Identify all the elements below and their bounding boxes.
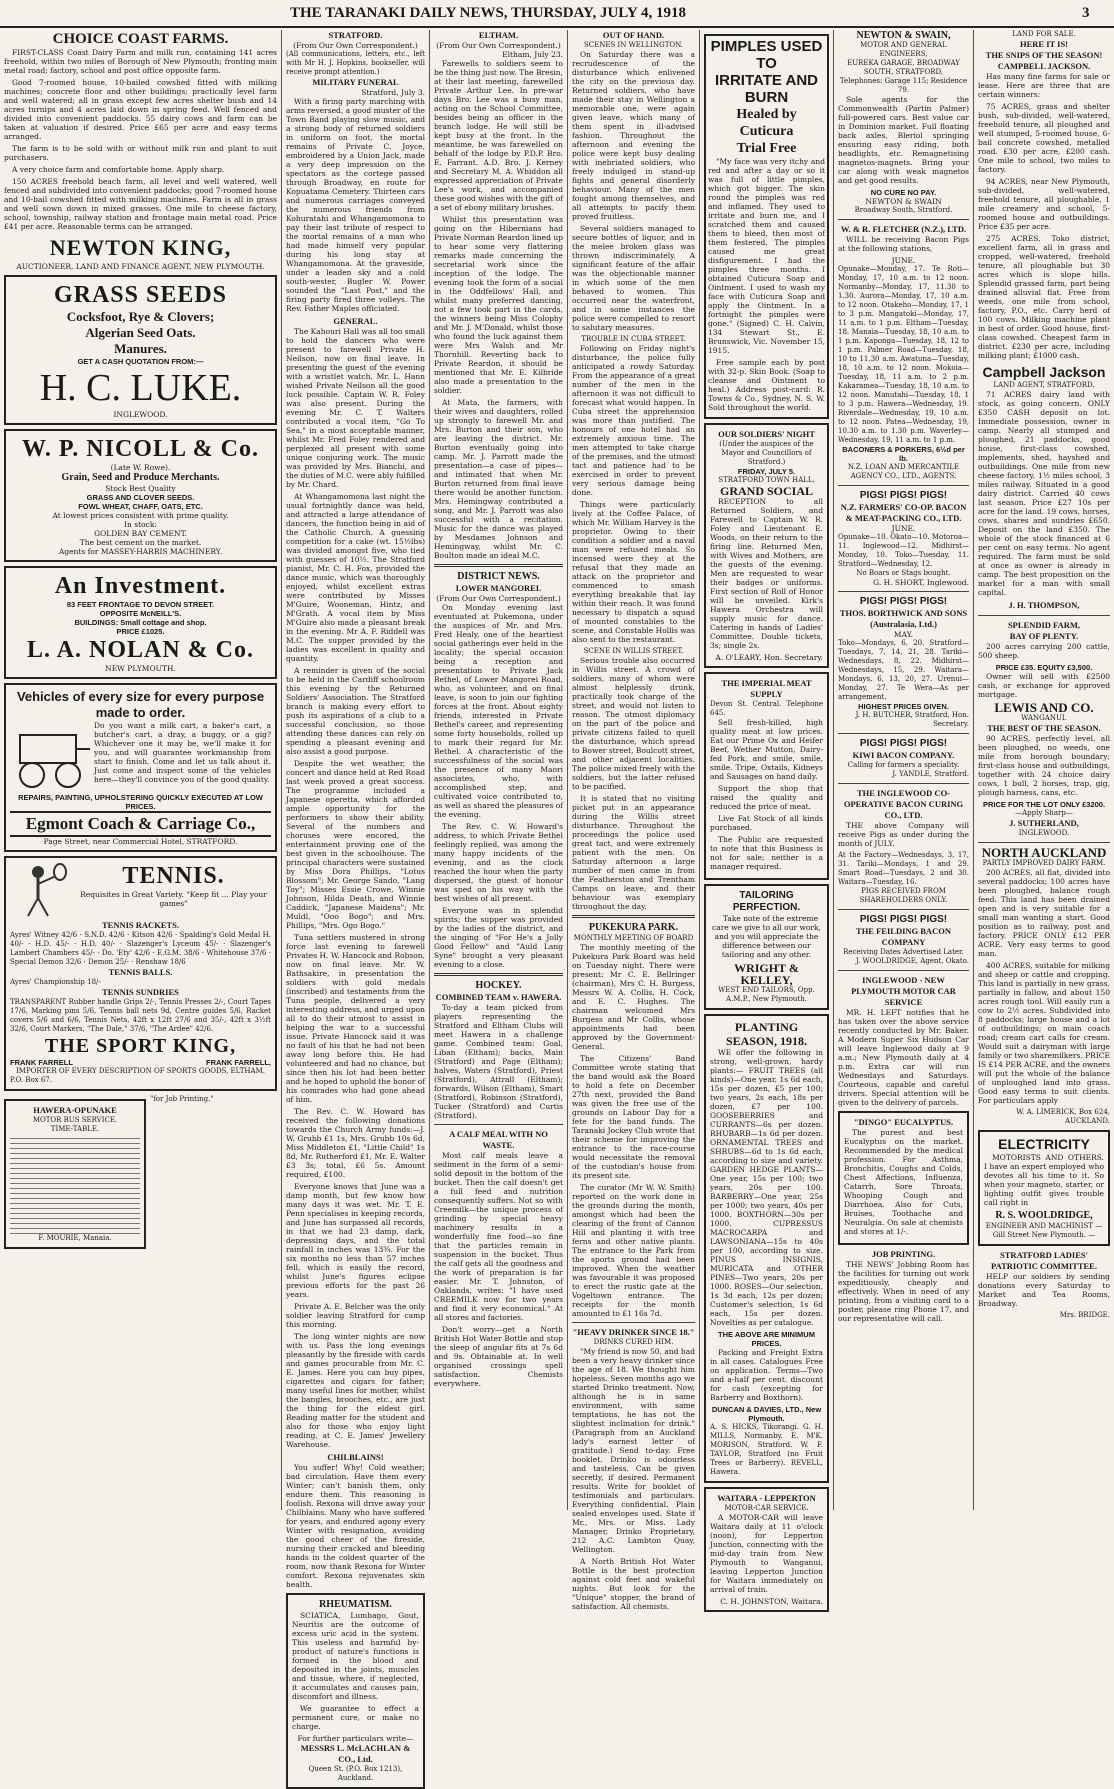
newton-king-sub: AUCTIONEER, LAND AND FINANCE AGENT, NEW PLYMOUTH.: [16, 262, 265, 271]
cuticura-headline: IRRITATE AND BURN: [714, 72, 819, 106]
article-paragraph: The long winter nights are now with us. Pass the long evenings pleasantly by the fireside with cards and games procurable from Mr. C. E. James. Here you can buy pipes, cigarettes and cigars for father; many useful lines for mother, whilst the bangles, brooches, etc., are just the thing for the eldest girl. Reading matter for the student and also for those who enjoy light reading, at C. E. James' Jewellery Warehouse.: [286, 1332, 425, 1449]
correspondent-note: (From Our Own Correspondent.): [293, 41, 418, 50]
bus-title: HAWERA-OPUNAKE: [33, 1105, 117, 1115]
land-for-sale: LAND FOR SALE.: [1012, 30, 1076, 38]
wp-nicoll-fowl: FOWL WHEAT, CHAFF, OATS, ETC.: [78, 502, 203, 511]
vehicles-repairs: REPAIRS, PAINTING, UPHOLSTERING QUICKLY EXECUTED AT LOW PRICES.: [18, 793, 263, 811]
hc-luke-place: INGLEWOOD.: [113, 410, 168, 419]
willis-street-heading: SCENE IN WILLIS STREET.: [583, 647, 684, 655]
f90-apply: —Apply Sharp—: [1015, 809, 1073, 817]
heavy-drinker-heading: "HEAVY DRINKER SINCE 18.": [572, 1327, 695, 1337]
bus-timetable-rows: [10, 1134, 140, 1234]
campbell-jackson-logo: Campbell Jackson: [982, 364, 1106, 380]
soldiers-night-ad: [704, 423, 829, 668]
tennis-title: TENNIS.: [122, 863, 225, 889]
lower-mangorei-heading: LOWER MANGOREI.: [455, 583, 542, 593]
monthly-meeting-heading: MONTHLY MEETING OF BOARD: [573, 934, 694, 942]
article-paragraph: On Saturday there was a recrudescence of the disturbance which enlivened the city on the previous day. Returned soldiers, who have made their stay in Wellington a memorable one, were again given leave, which many of them spent in ill-advised fashion. Throughout the afternoon and evening the police were kept busy dealing with inebriated soldiers, who freely indulged in stand-up fights and general disorderly behaviour. Many of the men fought among themselves, and all attempts to pacify them proved fruitless.: [572, 50, 695, 221]
snips-heading: THE SNIPS OF THE SEASON!: [985, 50, 1103, 60]
fletcher-june: JUNE.: [891, 256, 916, 265]
nolan-name: L. A. NOLAN & Co.: [26, 637, 254, 663]
out-of-hand-heading: OUT OF HAND.: [602, 30, 665, 40]
tennis-ad: [4, 856, 277, 1091]
cuticura-headline: PIMPLES USED TO: [710, 38, 823, 72]
cuticura-subhead: Healed by Cuticura: [736, 107, 797, 139]
waitara-lepperton-sub: MOTOR-CAR SERVICE.: [724, 1504, 809, 1512]
article-paragraph: Everyone knows that June was a damp month, but few know how many days it was wet. Mr. T. E. Penn specialises in keeping records, and June has surpassed all records, in that we had 23 damp, dark, depressing days, and the total rainfall in inches was 13¾. For the six months no less than 57 inches fell, which is easily the record, whilst June's figures eclipse previous efforts for the past 26 years.: [286, 1182, 425, 1299]
no-cure-no-pay: NO CURE NO PAY.: [870, 188, 937, 197]
tennis-player-illustration: [10, 862, 70, 920]
sutherland-sub: INGLEWOOD.: [1018, 829, 1070, 837]
hc-luke-name: H. C. LUKE.: [39, 367, 242, 409]
borthwick-may: MAY.: [893, 630, 914, 639]
newton-swain-text: Sole agents for the Commonwealth (Partin Palmer) full-powered cars. Best value car in Dominion market. Full floating back axles, Bleriol springing ensuring easy riding, both headlights, etc. Remagnetising magnetos-magnets. Bring your car along with weak magnetos and get good results.: [838, 95, 969, 185]
cuticura-subhead: Trial Free: [736, 141, 797, 156]
grass-seeds-line: Manures.: [114, 341, 167, 356]
rheumatism-heading: RHEUMATISM.: [319, 1599, 392, 1610]
article-paragraph: At Whangamomona last night the usual fortnightly dance was held, and attracted a large attendance of dancers, the function being in aid of the Catholic Church. A guessing competition for a cake (wt. 15½lbs) was divided amongst five, who tied with guesses of 10½. The Stratford pianist, Mr. C. H. Fox, provided the dance music, which was thoroughly enjoyed, whilst excellent extras were contributed by Misses M'Guire, Wooneman, Hintz, and M'Grath. A vocal item by Miss M'Guire also made a pleasant break in the evening. Mr A. F. Riddell was M.C. The supper provided by the ladies was excellent in quality and quantity.: [286, 492, 425, 663]
best-of-season: THE BEST OF THE SEASON.: [987, 723, 1101, 733]
newton-swain-tel: Telephones: Garage 115; Residence 79.: [839, 77, 968, 94]
patriotic-committee-text: HELP our soldiers by sending donations every Saturday to Market and Tea Rooms, Broadway.: [978, 1272, 1110, 1308]
article-paragraph: With a firing party marching with arms reversed, a good muster of the Town Band playing slow music, and a strong body of returned soldiers in uniform on foot, the mortal remains of Private C. Joyce, embroidered by a Union Jack, made a very deep impression on the spectators as the cortege passed through Broadway, en route for Kopuatama Cemetery. Thirteen cars and numerous carriages conveyed the numerous friends from Kohuratahi and Whangamomona to pay their last tribute of respect to the mortal remains of a man who had made himself very popular during his long stay at Whangamomona. At the graveside, under a leaden sky and a cold south-wester, Bugler W. Power sounded the "Last Post," and the firing party fired three volleys. The Rev. Father Maples officiated.: [286, 97, 425, 313]
farm-listing: 200 ACRES, all flat, divided into several paddocks; 100 acres have been ploughed, balance rough feed. This land has been drained open and is very suitable for a small man wanting a start. Good position as to railway, post and factory. PRICE ONLY £12 PER ACRE. Very easy terms to good man.: [978, 868, 1110, 958]
borthwick-sig: J. H. BUTCHER, Stratford, Hon. Secretary.: [855, 711, 969, 728]
vehicles-ad: [4, 683, 277, 852]
pigs-heading: PIGS! PIGS! PIGS!: [859, 490, 948, 501]
electricity-ad: [978, 1130, 1110, 1246]
correspondent-note: (From Our Own Correspondent.): [436, 594, 561, 603]
north-auckland-title: NORTH AUCKLAND: [981, 845, 1107, 860]
dateline: Eltham, July 23.: [502, 50, 563, 59]
vehicles-text: Do you want a milk cart, a baker's cart, a butcher's cart, a dray, a buggy, or a gig? Whichever one it may be, we'll make it for you, and will guarantee workmanship from start to finish. Come and let us talk about it. Just come and inspect some of the vehicles here—they'll convince you of the good quality.: [94, 721, 271, 784]
article-paragraph: The Rev. C. W. Howard has received the following donations towards the Church Army funds:—J. W. Grubb £1 1s, Mrs. Grubb 10s 6d, Miss Middleton £1, "Little Child" 1s 8d, Mr. Rutherford £1, Mr. E. Walter £3 3s; total, £6 5s. Amount required, £100.: [286, 1107, 425, 1179]
tennis-sundries-heading: TENNIS SUNDRIES: [102, 987, 179, 997]
farm-listing: 71 ACRES dairy land with stock, as going concern. ONLY £350 CASH deposit on lot. Immediate possession, owner in camp. Nearly all stumped and ploughed, 21 paddocks, good house, first-class cowshed, implements, shed, hayshed and outbuildings. One mile from new cheese factory, 1½ miles school, 3 miles railway. Situated in a good dairy district. Carried 40 cows last season. Price £27 10s per acre for the land. 19 cows, horses, cows, shares and sundries £650. Deposit on the land £350. The whole of the stock financed at 6 per cent on easy terms. No agent required. The farm must be sold at once as owner is already in camp. The best proposition on the market for a man with small capital.: [978, 390, 1110, 597]
investment-ad: [4, 566, 277, 679]
mclachlan-name: MESSRS L. McLACHLAN & CO., Ltd.: [300, 1743, 411, 1764]
bus-job-note: "for Job Printing.": [150, 1095, 214, 1103]
grass-seeds-title: GRASS SEEDS: [53, 282, 228, 308]
article-paragraph: At Mata, the farmers, with their wives and daughters, rolled up strongly to farewell Mr. and Mrs. Burton and their son, who are leaving the district. Mr. Burton eventually going into camp. Mr. J. Parrott made the presentation—a case of pipes—and intimated that when Mr. Burton returned from final leave there would be another function. Mrs. Hemingway contributed a song, and Mr. J. Parrott was also successful with a recitation. Music for the dance was played by Mesdames Johnson and Hemingway, whilst Mr. C. Boulton made an ideal M.C.: [434, 398, 563, 560]
tailoring-title: TAILORING PERFECTION.: [732, 890, 801, 913]
combined-team-heading: COMBINED TEAM v. HAWERA.: [435, 992, 562, 1002]
wp-nicoll-ad: [4, 429, 277, 562]
cuticura-free: Free sample each by post with 32-p. Skin Book. (Soap to cleanse and Ointment to heal.) Address post-card: R. Towns & Co., Sydney, N. S. W. Sold throughout the world.: [708, 358, 825, 412]
article-paragraph: The monthly meeting of the Pukekura Park Board was held on Tuesday night. There were present: Mr C. E. Bellringer (chairman), Mrs C. H. Burgess, Messrs W. A. Collis, H. Cock, and E. C. Hughes. The chairman welcomed Mrs Burgess and Mr Collis, whose appointments had been approved by the Government-General.: [572, 943, 695, 1051]
scenes-wellington-heading: SCENES IN WELLINGTON.: [583, 41, 684, 49]
kiwi-bacon-sub: Calling for farmers a speciality.: [847, 761, 960, 769]
soldiers-night-date: FRIDAY, JULY 5.: [737, 467, 796, 476]
pigs-heading: PIGS! PIGS! PIGS!: [859, 914, 948, 925]
tennis-sundries-text: TRANSPARENT Rubber handle Grips 2/-, Tennis Presses 2/-, Court Tapes 17/6, Marking pins 5/6, Tennis ball nets 9d, Centre guides 5/6, Racket covers 5/6 and 6/6, Tennis Nets, 42ft x 12ft 27/6 and 35/-, 42ft x 3½ft 32/6, Court Markers, "The Dale," 37/6, "The Ardee" 42/6.: [10, 998, 271, 1033]
farm-listing: 90 ACRES, perfectly level, all been ploughed, no weeds, one mile from borough boundary; first-class house and outbuildings, together with 24 choice dairy cows, 1 bull, 2 horses, trap, gig, plough harness, cans, etc.: [978, 734, 1110, 797]
planting-season-ad: [704, 1014, 829, 1483]
article-paragraph: The Kahouri Hall was all too small to hold the dancers who were present to farewell Private H. Neilson, now on final leave. In presenting the guest of the evening with a wristlet watch, Mr. L. Hann wished Private Neilson all the good luck possible. Captain W. R. Foley was also present. During the evening Mr. C. T. Walters contributed a vocal item, "Go To Sea," in a most acceptable manner, whilst Mr. Fred Foley rendered and perplexed all present with some unique conjuring work. The music was provided by Mrs. Bianchi, and the duties of M.C. were ably fulfilled by Mr. Chard.: [286, 327, 425, 489]
wp-nicoll-merchants: Grain, Seed and Produce Merchants.: [61, 472, 220, 483]
dingo-text: The purest and best Eucalyptus on the market. Recommended by the medical profession. For Asthma, Bronchitis, Coughs and Colds, Chest Affections, Influenza, Catarrh, Sore Throats, Whooping Cough and Diarrhoea. Also for Cuts, Bruises, Toothache and Neuralgia. On sale at chemists and stores at 1/-.: [844, 1128, 963, 1236]
bay-of-plenty: BAY OF PLENTY.: [1009, 631, 1079, 641]
farm-ad-paragraph: A very choice farm and comfortable home. Apply sharp.: [12, 165, 225, 174]
tennis-champ: Ayres' Championship 18/-: [10, 978, 101, 986]
bay-text: 200 acres carrying 200 cattle, 500 sheep.: [978, 642, 1110, 660]
nz-farmers-sig: G. H. SHORT, Inglewood.: [873, 578, 969, 587]
electricity-title: ELECTRICITY: [998, 1136, 1090, 1152]
soldiers-night-sub: (Under the auspices of the Mayor and Councillors of Stratford.): [719, 440, 814, 466]
imperial-meat-ad: [704, 672, 829, 880]
article-paragraph: To-day a team picked from players representing the Stratford and Eltham Clubs will meet Hawera in a challenge game. Combined team: Goal, Liban (Eltham); backs, Main (Stratford) and Page (Eltham); halves, Waters (Stratford), Priest (Stratford), Attrall (Eltham); forwards, Wilson (Eltham), Smart (Stratford), Robinson (Stratford), Tucker (Stratford) and Curtis (Stratford).: [434, 1003, 563, 1120]
waitara-lepperton-title: WAITARA - LEPPERTON: [717, 1493, 816, 1503]
bay-owner: Owner will sell with £2500 cash, or exchange for approved mortgage.: [978, 672, 1110, 699]
article-paragraph: Whilst this presentation was going on the Hibernians had Private Norman Reardon lined up to hear some very flattering remarks made concerning the secretarial work since the inception of the lodge. The evening took the form of a social in the Oddfellows' Hall, and whilst many preferred dancing, not a few took part in the cards, the winners being Miss Colophy and Mr. J. M'Donald, whilst those who found the luck against them were Mrs Walsh and Mr Thornhill. Reverting back to Private Reardon, it should be mentioned that Mr. E. Kilbride also made a presentation to the soldier.: [434, 215, 563, 395]
grand-social-sig: A. O'LEARY, Hon. Secretary.: [715, 653, 823, 662]
egmont-coach-addr: Page Street, near Commercial Hotel, STRATFORD.: [43, 837, 238, 846]
bus-timetable: TIME-TABLE.: [50, 1125, 100, 1133]
north-auckland-sub: PARTLY IMPROVED DAIRY FARM.: [982, 859, 1106, 867]
mclachlan-addr: Queen St. (P.O. Box 1213), Auckland.: [308, 1765, 403, 1782]
wp-nicoll-stock: Stock Best Quality: [105, 484, 176, 493]
sport-king-po: P.O. Box 67.: [10, 1076, 52, 1084]
farm-listing: 275 ACRES, Toko district, excellent farm, all in grass and cropped, well-watered, freehold tenure, all ploughable but 30 acres which is slope hills. Splendid grassed farm, part being drained alluvial flat. Free from weeds, one mile from school, factory, P.O., etc. Carry herd of 100 cows. Milking machine plant in best of order. Good house, first-class cowshed. Cheapest farm in district. £230 per acre, including milking plant; £1000 cash.: [978, 234, 1110, 360]
planting-prices: THE ABOVE ARE MINIMUM PRICES.: [718, 1330, 815, 1348]
choice-coast-farms-heading: CHOICE COAST FARMS.: [52, 31, 229, 47]
farm-ad-paragraph: FIRST-CLASS Coast Dairy Farm and milk run, containing 141 acres freehold, within two miles of Borough of New Plymouth; fronting main metal road; factory, school and post office opposite farm.: [4, 48, 277, 75]
feilding-bacon-sig: J. WOOLDRIDGE, Agent, Okato.: [855, 957, 969, 965]
fletcher-title: W. & R. FLETCHER (N.Z.), LTD.: [840, 224, 967, 234]
article-paragraph: Farewells to soldiers seem to be the thing just now. The Bresin, at their last meeting, farewelled Private Arthur Lee. In pre-war days Bro. Lee was a busy man, acting on the School Committee, besides being an officer in the branch lodge. He will still be kept busy at the front. In the meantime, he was farewelled on behalf of the lodge by P.D.P. Bro. E. Farrant. A.D. Bro. J. Kerney and Secretary M. A. Whiddon all expressed appreciation of Private Lee's work, and accompanied these good wishes with the gift of a set of ebony military brushes.: [434, 59, 563, 212]
planting-text: WE offer the following in strong, well-grown, hardy plants:— FRUIT TREES (all kinds)—One year, 1s 6d each, 15s per dozen, £5 per 100; two years, 2s each, 18s per dozen, £7 per 100. GOOSEBERRIES and CURRANTS—6s per dozen. RHUBARB—1s 6d per dozen. ORNAMENTAL TREES and SHRUBS—6d to 1s 6d each, according to size and variety. GARDEN HEDGE PLANTS—One year, 15s per 100; two years, 20s per 100. BARBERRY—One year, 25s per 1000; two years, 40s per 1000. BOXTHORN—30s per 1000. CUPRESSUS MACROCARPA and LAWSONIANA—15s to 40s per 100, according to size. PINUS INSIGNIS, MURICATA and OTHER PINES—Two years, 20s per 1000. ROSES—Our selection, 1s 3d each, 12s per dozen; Customer's selection, 1s 6d each, 15s per dozen. Novelties as per catalogue.: [710, 1048, 823, 1327]
inglewood-bacon-list: At the Factory—Wednesdays, 3, 17, 31. Tariki—Mondays, 1 and 29. Smart Road—Tuesdays, 2 and 30. Waitara—Tuesday, 16.: [838, 851, 969, 886]
borthwick-high: HIGHEST PRICES GIVEN.: [858, 702, 949, 711]
wooldridge-sub: ENGINEER AND MACHINIST — Gill Street New Plymouth. —: [985, 1222, 1103, 1239]
sport-king-sub: IMPORTER OF EVERY DESCRIPTION OF SPORTS GOODS, ELTHAM.: [16, 1067, 265, 1075]
limerick-sig: W. A. LIMERICK, Box 624, AUCKLAND.: [1016, 1108, 1110, 1125]
job-printing-title: JOB PRINTING.: [871, 1249, 936, 1259]
sport-king-left: FRANK FARRELL: [10, 1058, 73, 1067]
pukekura-park-heading: PUKEKURA PARK.: [588, 922, 679, 933]
tailoring-ad: [704, 884, 829, 1010]
newton-swain-title: NEWTON & SWAIN,: [856, 30, 951, 41]
bus-sub: MOTOR BUS SERVICE.: [32, 1116, 118, 1124]
wright-kelley-sub: WEST END TAILORS, Opp. A.M.P., New Plymouth.: [718, 986, 815, 1003]
kiwi-bacon-sig: J. YANDLE, Stratford.: [892, 770, 969, 778]
general-heading: GENERAL.: [333, 316, 378, 326]
correspondent-note: (From Our Own Correspondent.): [436, 41, 561, 50]
waitara-lepperton-text: A MOTOR-CAR will leave Waitara daily at 11 o'clock (noon), for Lepperton Junction, connecting with the mid-day train from New Plymouth to Wanganui, leaving Lepperton Junction for Waitara immediately on arrival of train.: [710, 1513, 823, 1594]
kiwi-bacon-title: KIWI BACON COMPANY.: [852, 750, 955, 760]
column-6: [834, 30, 974, 1510]
newton-swain-sub: EUREKA GARAGE, BROADWAY SOUTH, STRATFORD,: [847, 59, 960, 76]
article-paragraph: A reminder is given of the social to be held in the Cardiff schoolroom this evening by the Returned Soldiers' Association. The Stratford branch is making every effort to push its aspirations of a club to a successful conclusion, so those attending these dances can rely on spending a pleasant evening and also assist a good purpose.: [286, 666, 425, 756]
article-paragraph: You suffer! Why! Cold weather; bad circulation. Have them every Winter; can't banish them, only endure them. This reasoning is foolish. Rexona will drive away your Chilblains. Many who have suffered for years, and endured agony every Winter with resignation, avoiding the good cheer of the fireside, nursing their cracked and bleeding hands in the coldest quarter of the room, now thank Rexona for Winter comfort. Rexona rejuvenates skin health.: [286, 1463, 425, 1589]
feilding-bacon-sub: Receiving Dates Advertised Later.: [843, 948, 964, 956]
newton-king-name: NEWTON KING,: [49, 235, 232, 260]
inglewood-bacon-received: PIGS RECEIVED FROM SHAREHOLDERS ONLY.: [859, 887, 948, 904]
eltham-heading: ELTHAM.: [478, 30, 519, 40]
farm-listing: 75 ACRES, grass and shelter bush, sub-divided, well-watered, freehold tenure, all ploughed and well stumped, 5-roomed house, 6-bail concrete cowshed, metalled road. £30 per acre, £200 cash. One mile to school, two miles to factory.: [978, 102, 1110, 174]
article-paragraph: Serious trouble also occurred in Willis street. A crowd of soldiers, many of whom were almost helplessly drunk, practically took charge of the street, and would not listen to reason. The utmost diplomacy on the part of the police and private citizens failed to quell the disturbance, which spread to Bower street, Boulcott street, and other adjacent localities. The police mixed freely with the soldiers, but the latter refused to be pacified.: [572, 656, 695, 791]
wp-nicoll-name: W. P. NICOLL & Co.: [22, 436, 259, 462]
article-paragraph: The Rev. C. W. Howard's address, to which Private Bethel feelingly replied, was among the many happy incidents of the evening, and as the clock reached the hour when the party dispersed, the guest of honour was sped on his way with the best wishes of all present.: [434, 822, 563, 903]
tailoring-text: Take note of the extreme care we give to all our work, and you will appreciate the difference between our tailoring and any other.: [712, 914, 821, 959]
masthead: [0, 0, 1114, 28]
cuticura-ad: [704, 34, 829, 419]
wp-nicoll-best: The best cement on the market.: [79, 538, 202, 547]
grass-seeds-line: Cocksfoot, Rye & Clovers;: [66, 309, 215, 324]
inglewood-bacon-title: THE INGLEWOOD CO-OPERATIVE BACON CURING CO., LTD.: [843, 788, 964, 820]
thompson-name: J. H. THOMPSON,: [1008, 600, 1080, 610]
column-2: [282, 30, 430, 1782]
job-printing-text: THE NEWS' Jobbing Room has the facilities for turning out work expeditiously, cheaply and effectively. When in need of any printing, from a visiting card to a poster, please ring Phone 17, and our representative will call.: [838, 1260, 969, 1323]
tennis-rackets-heading: TENNIS RACKETS.: [102, 920, 179, 930]
military-funeral-heading: MILITARY FUNERAL: [312, 77, 399, 87]
newton-swain-addr: Broadway South, Stratford.: [854, 206, 953, 214]
investment-line: 83 FEET FRONTAGE TO DEVON STREET.: [66, 600, 215, 609]
grass-seeds-quote: GET A CASH QUOTATION FROM:—: [77, 357, 204, 366]
district-news-heading: DISTRICT NEWS.: [457, 571, 540, 582]
grand-social-title: GRAND SOCIAL: [719, 484, 813, 498]
tennis-balls-heading: TENNIS BALLS.: [108, 967, 173, 977]
nz-farmers-no-boars: No Boars or Stags bought.: [856, 569, 951, 577]
imperial-meat-title: THE IMPERIAL MEAT SUPPLY: [721, 678, 812, 699]
article-paragraph: It is stated that no visiting picket put in an appearance during the Willis street disturbance. Throughout the proceedings the police used great tact, and were extremely patient with the men. On Saturday afternoon a large number of men came in from the Featherston and Trentham Camps on leave, and their behaviour was exemplary throughout the day.: [572, 794, 695, 911]
newton-swain-sig: NEWTON & SWAIN: [865, 197, 942, 206]
wp-nicoll-instock: In stock:: [124, 520, 157, 529]
dingo-ad: [838, 1111, 969, 1245]
pigs-heading: PIGS! PIGS! PIGS!: [859, 738, 948, 749]
fletcher-baconers: BACONERS & PORKERS, 6½d per lb.: [842, 445, 965, 463]
article-paragraph: Private A. E. Belcher was the only soldier leaving Stratford for camp this morning.: [286, 1302, 425, 1329]
f90-price: PRICE FOR THE LOT ONLY £3200.: [982, 800, 1106, 809]
nz-farmers-title: N.Z. FARMERS' CO-OP. BACON & MEAT-PACKING CO., LTD.: [840, 502, 967, 523]
article-paragraph: Following on Friday night's disturbance, the police fully anticipated a rowdy Saturday. From the appearance of a great number of the men in the afternoon it was not difficult to forecast what would happen. In Cuba street the apprehension was more than justified. The honours of one hotel had an extremely anxious time. The men attempted to take charge of the premises, and the utmost tact and patience had to be exercised in order to prevent very serious damage being done.: [572, 344, 695, 497]
inglewood-motor-title: INGLEWOOD - NEW PLYMOUTH MOTOR CAR SERVICE: [851, 975, 956, 1007]
wp-nicoll-late: (Late W. Rowe).: [110, 463, 171, 472]
article-paragraph: Things were particularly lively at the Coffee Palace, of which Mr. William Harvey is the proprietor. Owing to their condition a soldier and a naval man were refused meals. So incensed were they at the refusal that they made an attack on the proprietor and commenced to smash everything breakable that lay within their reach. It was found necessary to dispatch a squad of mounted constables to the scene, and Constable Hollis was also sent to the restaurant.: [572, 500, 695, 644]
campbell-jackson-text: Has many fine farms for sale or lease. Here are three that are certain winners:: [978, 72, 1110, 99]
duncan-davies-name: DUNCAN & DAVIES, LTD., New Plymouth.: [711, 1405, 822, 1423]
borthwick-title: THOS. BORTHWICK AND SONS (Australasia, Ltd.): [839, 608, 968, 629]
article-paragraph: Everyone was in splendid spirits; the supper was provided by the ladies of the district, and the singing of "For He's a Jolly Good Fellow" and "Auld Lang Syne" brought a very pleasant evening to a close.: [434, 906, 563, 969]
wp-nicoll-agents: Agents for MASSEY-HARRIS MACHINERY.: [58, 547, 223, 556]
investment-line: OPPOSITE McNEILL'S.: [99, 609, 182, 618]
campbell-jackson-sub: LAND AGENT, STRATFORD.: [993, 381, 1095, 389]
article-paragraph: The Citizens' Band Committee wrote stating that the band would ask the Board to hold a fete on December 27th next, provided the Band was given the free use of the grounds on Labour Day for a fete for the band funds. The Taranaki Jockey Club wrote that their scheme for improving the entrance to the race-course would necessitate the removal of the custodian's house from its present site.: [572, 1054, 695, 1180]
nz-farmers-june: JUNE.: [891, 524, 916, 533]
calf-meal-heading: A CALF MEAL WITH NO WASTE.: [449, 1129, 548, 1150]
article-paragraph: "My friend is now 50, and had been a very heavy drinker since the age of 18. We thought him hopeless. Seven months ago we started Drinko treatment. Now, although he is in same environment, with same temptations, he has not the slightest inclination for drink." (Paragraph from an Auckland lady's earnest letter of gratitude.) Send to-day. Free booklet. Drinko is odourless and tasteless. Can be given secretly, if desired. Permanent results. Write for booklet of testimonials and particulars. Everything confidential. Plain sealed envelopes used. State if Mr., Mrs. or Miss. Lady Manager, Drinko Proprietary, 212 A.C. Lambton Quay, Wellington.: [572, 1347, 695, 1554]
column-3: [430, 30, 568, 1510]
rheumatism-particulars: For further particulars write—: [297, 1734, 414, 1743]
campbell-jackson-name: CAMPBELL JACKSON.: [997, 61, 1091, 71]
cuba-street-heading: TROUBLE IN CUBA STREET.: [581, 335, 686, 343]
fletcher-list: Opunake—Monday, 17. Te Roti—Monday, 17, 10 a.m. to 12 noon. Normanby—Monday, 17, 11.30 to 1.30. Aurora—Monday, 17, 10 a.m. to 12 noon. Otakeho—Monday, 17, 1 to 3 p.m. Mangatoki—Monday, 17, 11 a.m. to 1 p.m. Eltham—Tuesday, 18. Manaia—Tuesday, 18, 10 a.m. to 1 p.m. Kaponga—Tuesday, 18, 12 to 1 p.m. Palmer Road—Tuesday, 18, 10 to 11.30 a.m. Awatuna—Tuesday, 18, 10 a.m. to 12 noon. Mokoia—Tuesday, 18, 11 a.m. to 2 p.m. Kakaramea—Tuesday, 18, 10 a.m. to 12 noon. Manutahi—Tuesday, 18, 1 to 3 p.m. Hawera—Wednesday, 19. Riverdale—Wednesday, 19, 10 a.m. to 12 noon. Patea—Wednesday, 19, 10.30 a.m. to 1.30 p.m. Waverley—Wednesday, 19, 11 a.m. to 1 p.m.: [838, 265, 969, 444]
article-paragraph: Most calf meals leave a sediment in the form of a semi-solid deposit in the bottom of the bucket. Then the calf doesn't get a full feed and nutrition consequently suffers. Not so with Creemilk—the unique process of grinding by special heavy machinery results in a wonderfully fine food—so fine that the particles remain in suspension in the bucket. Thus the calf gets all the goodness and the work of preparation is far easier. Mr. T. Johnston, of Oaklands, writes: "I have used CREEMILK now for two years and find it very economical." At all stores and factories.: [434, 1151, 563, 1322]
sport-king-right: FRANK FARRELL,: [206, 1058, 271, 1067]
imperial-meat-text: Live Fat Stock of all kinds purchased.: [710, 814, 823, 832]
soldiers-night-title: OUR SOLDIERS' NIGHT: [718, 429, 815, 439]
nz-farmers-list: Opunake—10. Okato—10. Motoroa—11. Inglewood—12. Midhirst—Monday, 10. Toko—Tuesday, 11. Stratford—Wednesday, 12.: [838, 533, 969, 568]
chilblains-heading: CHILBLAINS!: [327, 1452, 384, 1462]
sutherland-name: J. SUTHERLAND,: [1009, 818, 1079, 828]
wp-nicoll-grass: GRASS AND CLOVER SEEDS.: [86, 493, 195, 502]
lewis-co-name: LEWIS AND CO.: [994, 700, 1094, 715]
tennis-sub: Requisites in Great Variety. "Keep fit ... Play your games": [80, 890, 267, 908]
imperial-meat-text: The Public are requested to note that this Business is not for sale; neither is a manager required.: [710, 835, 823, 871]
patriotic-committee-title: STRATFORD LADIES' PATRIOTIC COMMITTEE.: [991, 1250, 1097, 1271]
wright-kelley-name: WRIGHT & KELLEY,: [734, 961, 799, 987]
article-paragraph: Don't worry—get a North British Hot Water Bottle and stop the sleep of angular fits at 7s 6d and 9s. Obtainable at. In well organised crossings spell satisfaction. Chemists everywhere.: [434, 1325, 563, 1388]
patriotic-committee-sig: Mrs. BRIDGE.: [1059, 1311, 1110, 1319]
farm-listing: 400 ACRES, suitable for milking and sheep or cattle and cropping. This land is partially in new grass, partially in fallow, and about 150 acres rough tool. Will easily run a cow to 2½ acres. Subdivided into 8 paddocks; large house and a lot of outbuildings; on main coach road; cream cart calls for cream. Would suit a dairyman with large family or two sharemilkers. PRICE IS £14 PER ACRE, and the owners will put the whole of the balance of unploughed land into grass. Good easy terms to suit clients. For particulars apply: [978, 961, 1110, 1105]
article-paragraph: On Monday evening last eventuated at Pukemona, under the auspices of Mr. and Mrs. Fred Healy, one of the heartiest social gatherings ever held in the locality; the special occasion being a reception and presentation to Private Jack Bethel, of Lower Mangorei Road, who, as volunteer, and on final leave, is soon to join our fighting forces at the front. About eighty friends, interested in Private Bethel's career, and representing some forty households, rolled up to mark their regard for Mr. Bethel. A characteristic of the successfulness of the social was the presence of many Maori associates, who, with accomplished step, and cultivated voice contributed to, as well as shared the pleasures of the evening.: [434, 603, 563, 819]
farm-listing: 94 ACRES, near New Plymouth, sub-divided, well-watered, freehold tenure, all ploughable, 1 mile creamery and school, 5-roomed house and outbuildings. Price £35 per acre.: [978, 177, 1110, 231]
pigs-heading: PIGS! PIGS! PIGS!: [859, 596, 948, 607]
investment-line: PRICE £1025.: [116, 627, 165, 636]
article-paragraph: Tuna settlers mustered in strong force last evening to farewell Privates H. W. Hancock and Robson, now on final leave. Mr. W. Bathsakire, in presentation the soldiers with gold medals (inscribed) and testaments from the Tuna people, delivered a very interesting address, and urged upon all to do their utmost to assist in helping the war to a successful issue. Private Hancock said it was no fault of his that he had not been away long before this. He had volunteered and had no chance, but since then his lot had been better and he hoped to uphold the honor of his comrades who had gone ahead of him.: [286, 933, 426, 1104]
hockey-heading: HOCKEY.: [475, 980, 522, 991]
sport-king-title: THE SPORT KING,: [44, 1035, 237, 1057]
waitara-lepperton-sig: C. H. JOHNSTON, Waitara.: [720, 1597, 823, 1606]
imperial-meat-addr: Devon St. Central. Telephone 645.: [710, 700, 823, 717]
bus-owner: F. MOURIE, Manaia.: [38, 1234, 112, 1242]
wooldridge-name: R. S. WOOLDRIDGE,: [995, 1210, 1093, 1221]
planting-agents: A. S. HICKS, Tikorangi. G. H. MILLS, Normanby. E. M'K. MORISON, Stratford. W. F. TAYLOR, Stratford (no Fruit Trees or Barberry). REVELL, Hawera.: [710, 1423, 823, 1476]
waitara-lepperton-ad: [704, 1487, 829, 1612]
lewis-co-sub: WANGANUI.: [1021, 714, 1067, 722]
wp-nicoll-cement: GOLDEN BAY CEMENT.: [94, 529, 187, 538]
farm-ad-paragraph: 150 ACRES freehold beach farm, all level and well watered, well fenced and subdivided into convenient paddocks; good 7-roomed house and 10-bail cowshed fitted with milking machines. Farm is all in grass and well sown down in mixed grasses. One mile to cheese factory, school, township, railway station and frontage main metal road. Price £41 per acre. Reasonable terms can be arranged.: [4, 177, 277, 231]
bay-price: PRICE £35. EQUITY £3,500.: [995, 663, 1093, 672]
masthead-title: THE TARANAKI DAILY NEWS, THURSDAY, JULY 4, 1918: [290, 5, 686, 21]
article-paragraph: Several soldiers managed to secure bottles of liquor, and in the melee broken glass was thrown indiscriminately. A significant feature of the affair was the objectionable manner in which some of the men behaved to women. This occurred near the waterfront, and in some instances the police were compelled to resort to salutary measures.: [572, 224, 695, 332]
imperial-meat-text: Support the shop that raised the quality and reduced the price of meat.: [710, 784, 823, 811]
tennis-rackets-list: Ayres' Witney 42/6 · S.N.D. 42/6 · Kitson 42/6 · Spalding's Gold Medal H. 40/- · H.D. 45/- · H.D. 40/- · Slazenger's Lyceum 45/- · Slazenger's Lambert Chambers 45/- · Do. 'Ety' 42/6 · E.G.M. 38/6 · Whitehouse 37/6 · Special Demon 32/6 · Demon 25/- · Renshaw 18/6: [10, 931, 271, 966]
bus-ad: [4, 1099, 146, 1249]
dingo-title: "DINGO" EUCALYPTUS.: [853, 1117, 954, 1127]
inglewood-bacon-text: THE above Company will receive Pigs as under during the month of JULY.: [838, 821, 969, 848]
fletcher-agents: N.Z. LOAN AND MERCANTILE AGENCY CO., LTD., AGENTS.: [847, 463, 960, 480]
communications-note: (All communications, letters, etc., left with Mr H. J. Hopkins, bookseller, will receive prompt attention.): [286, 50, 425, 76]
newton-swain-sub: MOTOR AND GENERAL ENGINEERS,: [860, 41, 947, 58]
planting-season-title: PLANTING SEASON, 1918.: [725, 1020, 808, 1048]
wp-nicoll-prices: At lowest prices consistent with prime quality.: [52, 511, 229, 520]
grass-seeds-ad: [4, 275, 277, 425]
rheumatism-guarantee: We guarantee to effect a permanent cure, or make no charge.: [292, 1704, 419, 1731]
article-paragraph: A North British Hot Water Bottle is the best protection against cold feet and wakeful nights. But look for the "Unique" stopper, the brand of satisfaction. All chemists.: [572, 1557, 695, 1611]
inglewood-motor-text: MR. H. LEFT notifies that he has taken over the above service recently conducted by Mr. Baker. A Modern Super Six Hudson Car will leave Inglewood daily at 9 a.m.; New Plymouth daily at 4 p.m. Extra car will run Wednesdays and Saturdays. Courteous, capable and careful drivers. Special attention will be given to the delivery of parcels.: [838, 1008, 969, 1107]
investment-title: An Investment.: [54, 573, 227, 599]
column-1: [0, 30, 282, 1510]
electricity-text: MOTORISTS AND OTHERS. I have an expert employed who devotes all his time to it. So when your magneto, starter, or lighting outfit gives trouble call right in: [984, 1153, 1104, 1207]
article-paragraph: Despite the wet weather, the concert and dance held at Red Road last week proved a great success. The programme included a Japanese operetta, which afforded ample opportunity for the performers to show their ability. Several of the numbers and choruses were encored, the entertainment proving one of the best given in the schoolhouse. The principal characters were sustained by Miss Dora Phillips, "Lotus Blossom"; Mr. George Sando, "Lang Toy"; Misses Essie Crowe, Winnie Johnson, Hilda Death, and Winnie Caddick, "Japanese Maidens"; Mr. Muldl, "Ooo Bogo"; and Mrs. Phillips, "Mrs. Ogo Bogo.": [286, 759, 425, 930]
stratford-heading: STRATFORD.: [328, 30, 383, 40]
feilding-bacon-title: THE FEILDING BACON COMPANY: [856, 926, 951, 947]
fletcher-text: WILL be receiving Bacon Pigs at the following stations,: [838, 235, 969, 253]
cart-illustration: [10, 721, 90, 793]
article-paragraph: The curator (Mr W. W. Smith) reported on the work done in the grounds during the month, amongst which had been the clearing of the front of Cannon Hill and planting it with tree ferns and other native plants. The entrance to the Park from the sports ground had been improved. When the weather was favourable it was proposed to erect the rustic gate at the Vogeltown entrance. The receipts for the month amounted to £1 16s 7d.: [572, 1183, 695, 1318]
farm-ad-paragraph: Good 7-roomed house, 10-bailed cowshed fitted with milking machines; concrete floor and other buildings; practically level farm and well watered; all in grass except few acres shelter bush and 14 acres turnips and 4 acres laid down in spring feed. Well fenced and divided into convenient paddocks. 55 dairy cows and farm can be taken at valuation if desired. Price £65 per acre and easy terms arranged.: [4, 78, 277, 141]
imperial-meat-text: Sell fresh-killed, high quality meat at low prices. Eat our Prime Ox and Heifer Beef, Wether Mutton, Dairy-fed Pork, and smile, smile, smile. Tripe, Oxtails, Kidneys and Sausages on hand daily.: [710, 718, 823, 781]
page-number: 3: [1082, 5, 1090, 21]
splendid-farm: SPLENDID FARM,: [1007, 620, 1081, 630]
here-it-is: HERE IT IS!: [1019, 39, 1069, 49]
column-5: [700, 30, 834, 1606]
farm-ad-paragraph: The farm is to be sold with or without milk run and plant to suit purchasers.: [4, 144, 277, 162]
rheumatism-text: SCIATICA, Lumbago, Gout, Neuritis are the outcome of excess uric acid in the system. This useless and harmful by-product of nature's functions is formed in the blood and deposited in the joints, muscles and tissue, where, if neglected, it accumulates and causes pain, discomfort and illness.: [292, 1611, 419, 1701]
egmont-coach-name: Egmont Coach & Carriage Co.,: [10, 811, 271, 837]
grass-seeds-line: Algerian Seed Oats.: [85, 325, 196, 340]
rheumatism-ad: [286, 1593, 425, 1789]
dateline: Stratford, July 3.: [361, 88, 425, 97]
vehicles-title: Vehicles of every size for every purpose made to order.: [16, 689, 265, 720]
borthwick-list: Toko—Mondays, 6, 20. Stratford—Tuesdays, 7, 14, 21, 28. Tariki—Wednesdays, 8, 22. Midhirst—Wednesdays, 15, 29. Waitara—Mondays, 6, 13, 20, 27. Urenui—Monday, 27. Te Wera—As per arrangement.: [838, 639, 969, 701]
grand-social-text: RECEPTION to all Returned Soldiers, and Farewell to Captain W. R. Foley and Lieutenant E. Woods, on their return to the firing line. Returned Men, with Wives and Mothers, are the guests of the evening. Men are requested to wear their badges or uniforms. First section of Roll of Honor will be unveiled. Kirk's Hawera Orchestra will supply music for dance. Catering in hands of Ladies' Committee. Double tickets, 3s; single 2s.: [710, 497, 823, 650]
column-7: [974, 30, 1114, 1510]
planting-pack: Packing and Freight Extra in all cases. Catalogues Free on application. Terms—Two and a-half per cent. discount for cash (excepting for Barberry and Boxthorn).: [710, 1348, 823, 1402]
investment-line: BUILDINGS: Small cottage and shop.: [74, 618, 207, 627]
drinks-cured-heading: DRINKS CURED HIM.: [593, 1338, 674, 1346]
soldiers-night-hall: STRATFORD TOWN HALL.: [718, 476, 815, 484]
nolan-place: NEW PLYMOUTH.: [105, 664, 176, 673]
column-4: [568, 30, 700, 1611]
cuticura-text: "My face was very itchy and red and after a day or so it was full of little pimples, which got bigger. The skin round the pimples was red and inflamed. They used to irritate and burn me, and I scratched them and caused them to bleed, then most of them festered. The pimples caused me great disfigurement. I had the pimples three months. I obtained Cuticura Soap and Ointment. I used to wash my face with Cuticura Soap and apply the Ointment. In a fortnight the pimples were gone." (Signed) C. H. Calvin, 134 Stewart St., E. Brunswick, Vic. November 15, 1915.: [708, 157, 825, 355]
